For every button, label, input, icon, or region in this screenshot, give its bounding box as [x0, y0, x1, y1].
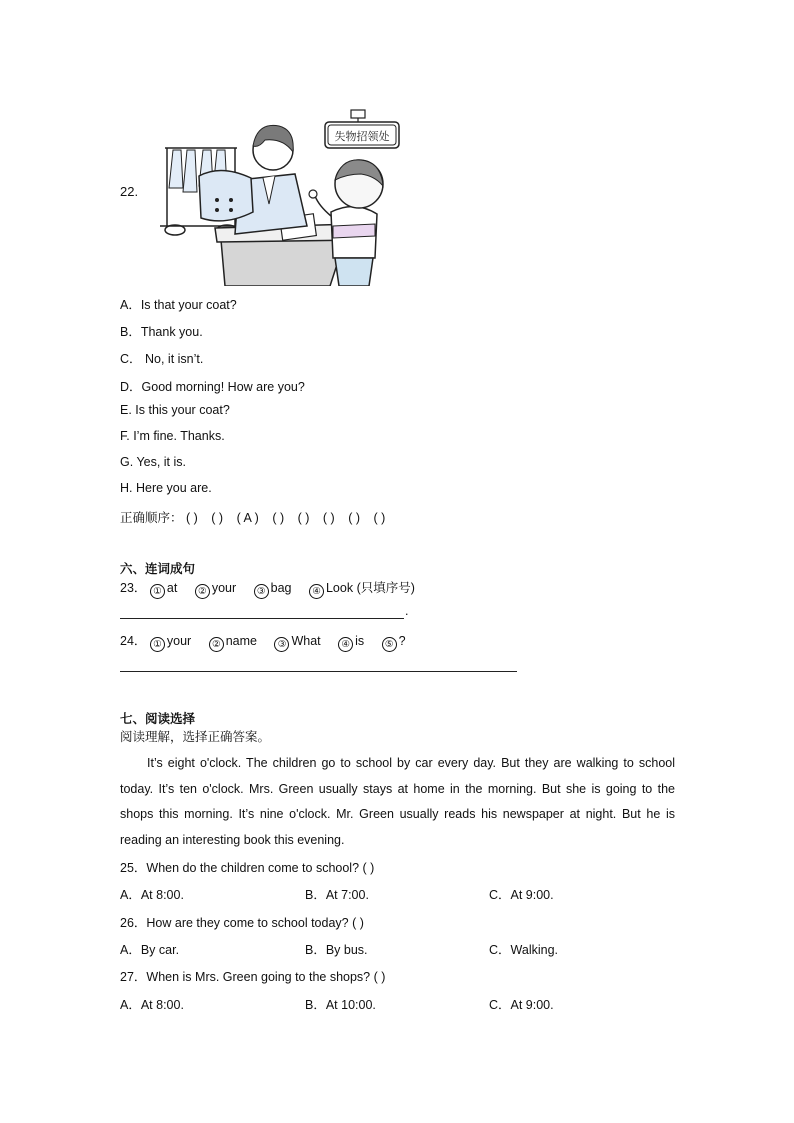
question-24 [120, 631, 406, 652]
word-2: name [225, 634, 257, 648]
correct-order-row [120, 508, 395, 526]
correct-order-label: 正确顺序： [120, 511, 183, 525]
option-c: C． No, it isn’t. [120, 352, 204, 366]
section-7-title: 七、阅读选择 [120, 712, 196, 726]
option-h: H. Here you are. [120, 481, 212, 495]
question-24-number: 24． [120, 634, 147, 648]
q27-option-b[interactable]: B．At 10:00. [305, 998, 376, 1012]
word-1: at [166, 581, 178, 595]
question-23 [120, 578, 415, 599]
option-b: B．Thank you. [120, 325, 203, 339]
option-e: E. Is this your coat? [120, 403, 230, 417]
answer-23-end-mark: . [405, 604, 409, 618]
order-slot-8[interactable]: ( ) [373, 511, 386, 525]
question-23-number: 23． [120, 581, 147, 595]
word-mark-5: ⑤ [382, 637, 397, 652]
section-7-instruction: 阅读理解，选择正确答案。 [120, 730, 271, 744]
answer-line-24[interactable] [120, 671, 517, 672]
q26-option-a[interactable]: A．By car. [120, 943, 180, 957]
order-slot-3[interactable]: ( A ) [236, 511, 259, 525]
option-a: A．Is that your coat? [120, 298, 237, 312]
question-22-number: 22. [120, 184, 139, 199]
q27-option-a[interactable]: A．At 8:00. [120, 998, 184, 1012]
order-slot-5[interactable]: ( ) [297, 511, 310, 525]
lost-and-found-illustration [155, 108, 405, 286]
word-mark-2: ② [195, 584, 210, 599]
word-mark-4: ④ [309, 584, 324, 599]
word-mark-1: ① [150, 584, 165, 599]
q26-option-c[interactable]: C．Walking. [489, 943, 558, 957]
reading-passage: It’s eight o'clock. The children go to school by car every day. But they are walking to school today. It’s ten o'clock. Mrs. Green usually stays at home in the morning. But she is going to the shops this morning. It’s nine o'clock. Mr. Green usually reads his newspaper at night. But he is reading an interesting book this evening. [120, 756, 675, 847]
word-5: ? [398, 634, 406, 648]
question-26: 26．How are they come to school today? ( ) [120, 916, 364, 930]
option-d: D．Good morning! How are you? [120, 380, 305, 394]
answer-line-23[interactable] [120, 618, 404, 619]
word-3: What [291, 634, 321, 648]
q25-option-a[interactable]: A．At 8:00. [120, 888, 184, 902]
question-23-hint: (只填序号) [356, 581, 415, 595]
order-slot-6[interactable]: ( ) [322, 511, 335, 525]
q25-option-c[interactable]: C．At 9:00. [489, 888, 554, 902]
word-mark-4: ④ [338, 637, 353, 652]
word-mark-1: ① [150, 637, 165, 652]
order-slot-7[interactable]: ( ) [348, 511, 361, 525]
order-slot-2[interactable]: ( ) [211, 511, 224, 525]
q27-option-c[interactable]: C．At 9:00. [489, 998, 554, 1012]
sign-text: 失物招领处 [334, 130, 390, 143]
option-f: F. I’m fine. Thanks. [120, 429, 225, 443]
word-1: your [166, 634, 192, 648]
word-mark-3: ③ [274, 637, 289, 652]
order-slot-4[interactable]: ( ) [272, 511, 285, 525]
word-mark-3: ③ [254, 584, 269, 599]
option-g: G. Yes, it is. [120, 455, 187, 469]
word-2: your [211, 581, 237, 595]
word-4: Look [325, 581, 354, 595]
q25-option-b[interactable]: B．At 7:00. [305, 888, 369, 902]
word-mark-2: ② [209, 637, 224, 652]
word-4: is [355, 634, 365, 648]
order-slot-1[interactable]: ( ) [186, 511, 198, 525]
section-6-title: 六、连词成句 [120, 562, 196, 576]
q26-option-b[interactable]: B．By bus. [305, 943, 368, 957]
word-3: bag [270, 581, 292, 595]
question-27: 27．When is Mrs. Green going to the shops? ( ) [120, 970, 386, 984]
question-25: 25．When do the children come to school? ( ) [120, 861, 375, 875]
